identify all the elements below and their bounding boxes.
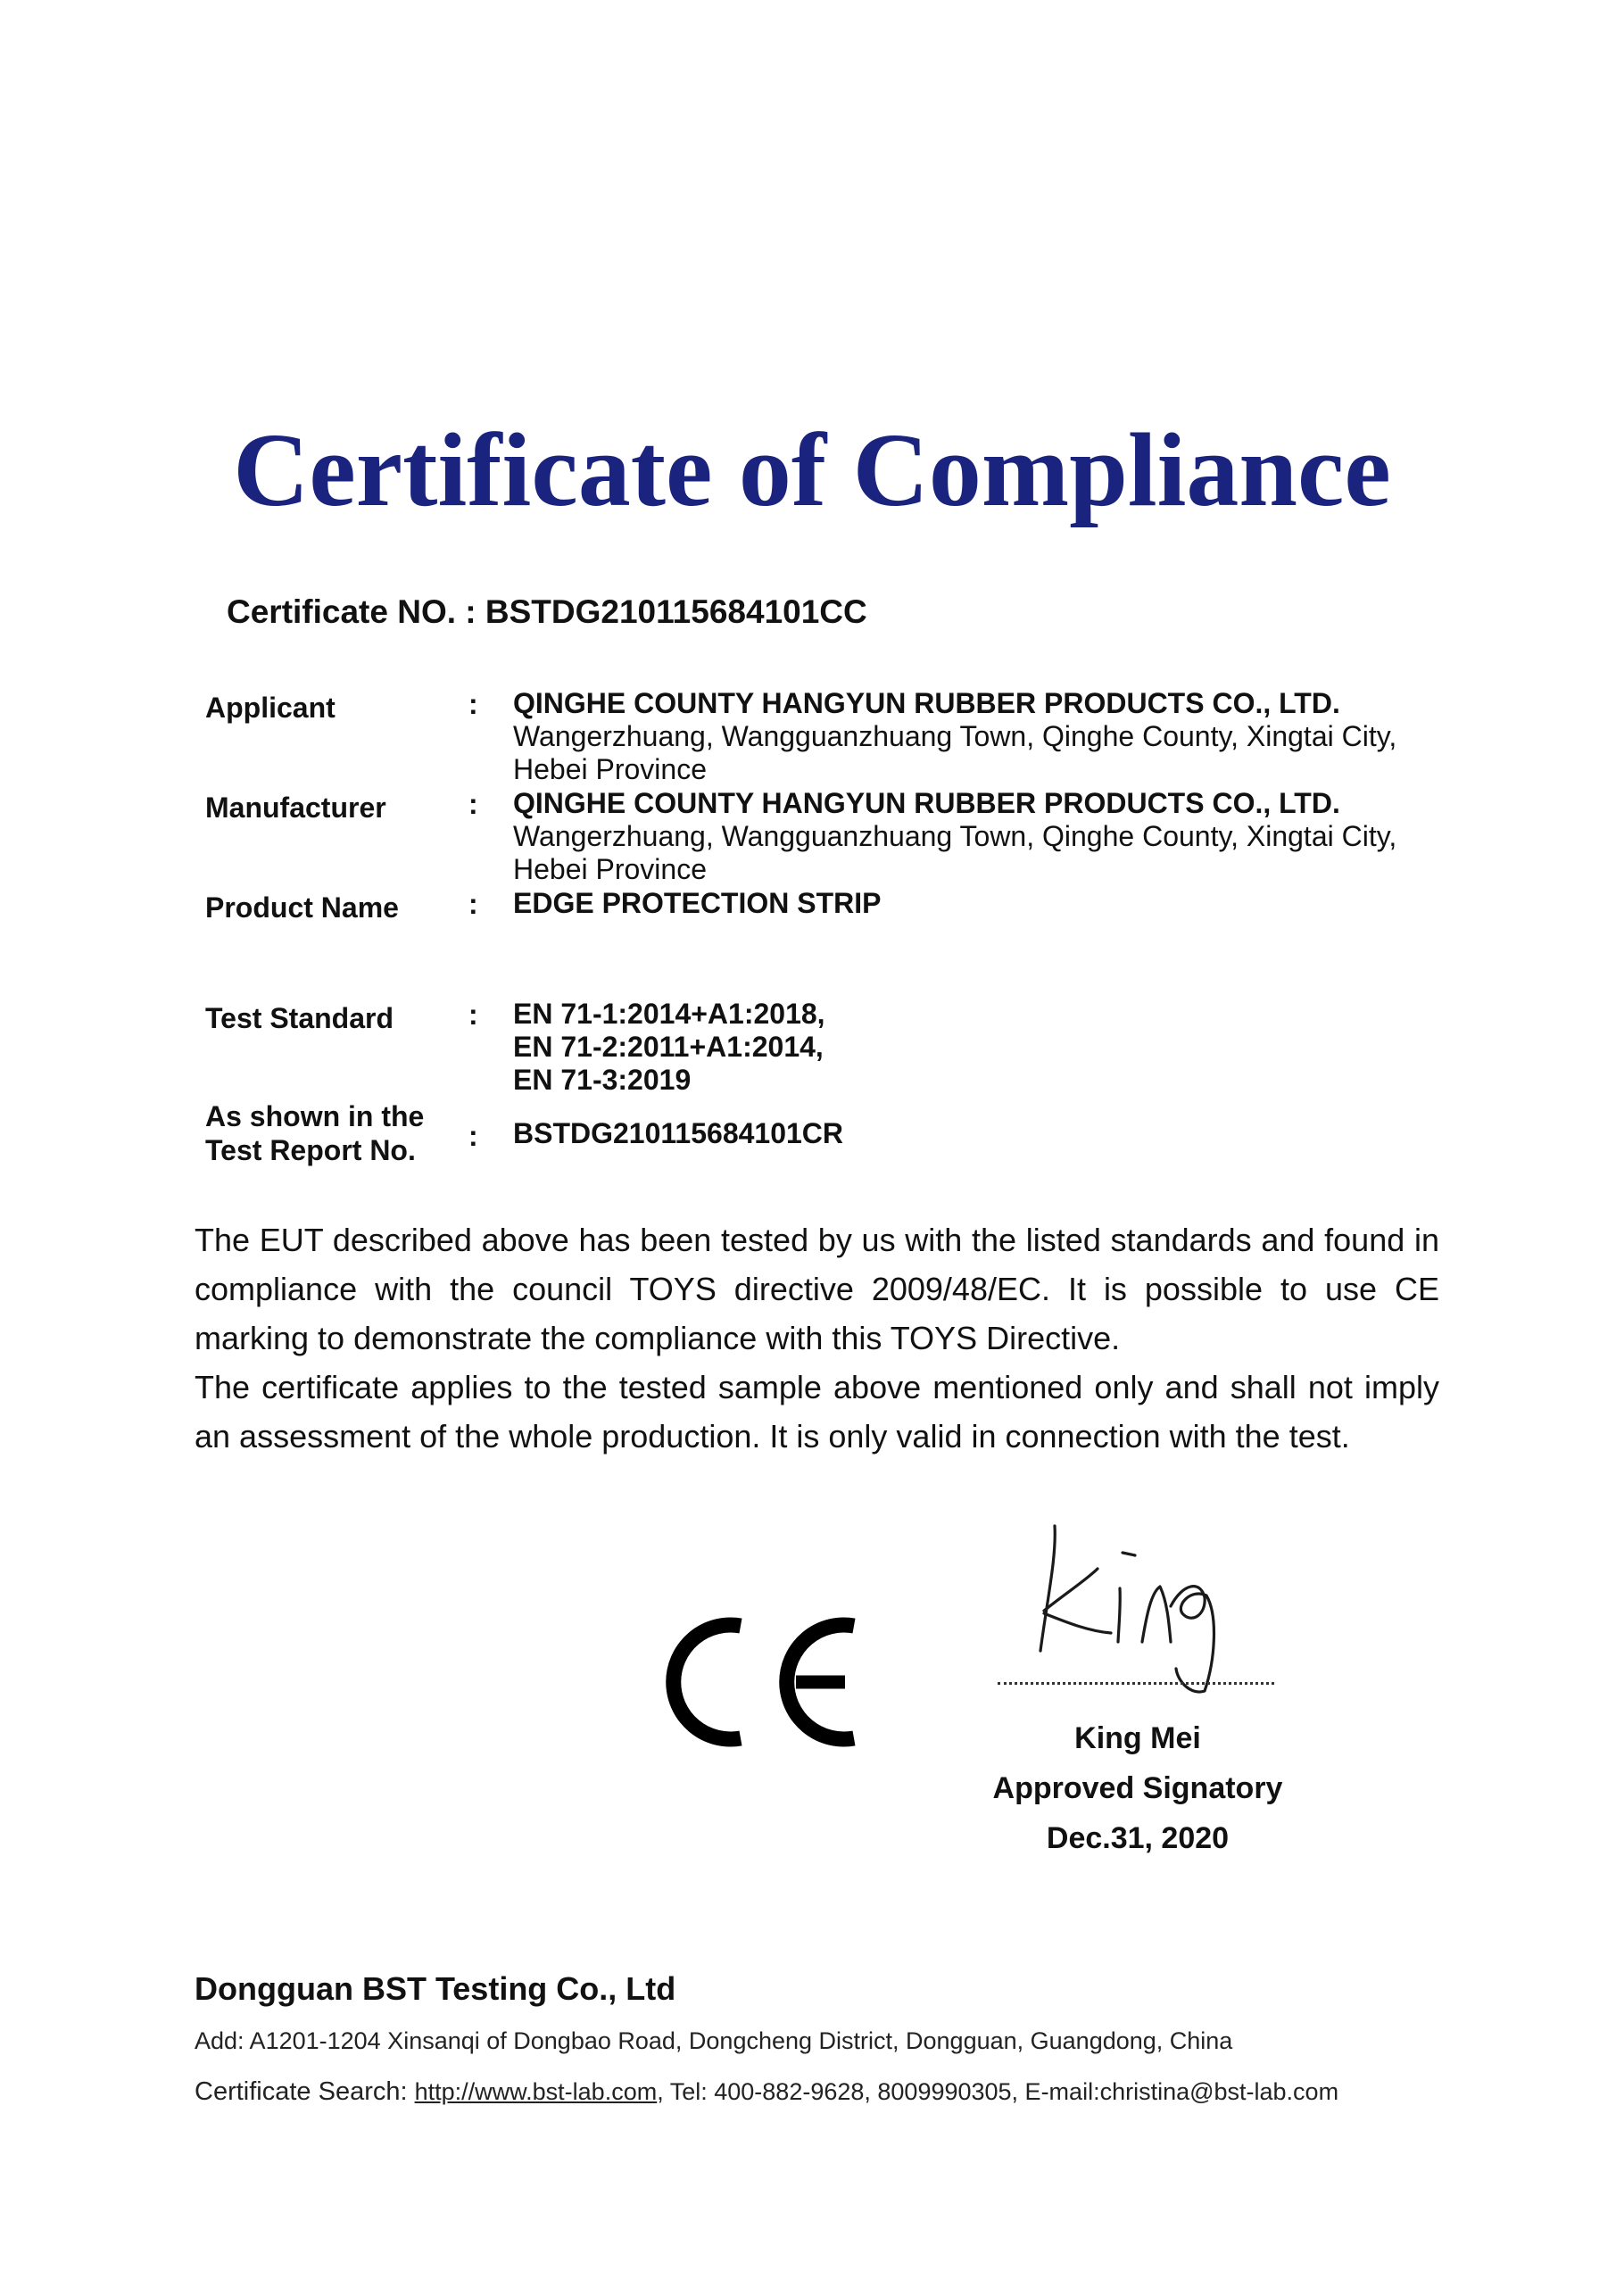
- test-standard-item: EN 71-1:2014+A1:2018,: [513, 998, 825, 1030]
- certificate-number: [227, 593, 867, 631]
- applicant-label: Applicant: [205, 692, 336, 724]
- test-standard-item: EN 71-2:2011+A1:2014,: [513, 1031, 824, 1063]
- manufacturer-colon: :: [468, 788, 478, 820]
- ce-mark-icon: [662, 1606, 867, 1758]
- issuer-address: Add: A1201-1204 Xinsanqi of Dongbao Road, Dongcheng District, Dongguan, Guangdong, China: [195, 2027, 1233, 2054]
- manufacturer-label: Manufacturer: [205, 792, 386, 824]
- certificate-number-label: Certificate NO. :: [227, 593, 485, 630]
- compliance-statement: [195, 1215, 1439, 1461]
- test-report-colon: :: [468, 1120, 478, 1152]
- test-standard-item: EN 71-3:2019: [513, 1064, 692, 1096]
- applicant-address-line2: Hebei Province: [513, 753, 707, 785]
- issuer-company-name: Dongguan BST Testing Co., Ltd: [195, 1970, 676, 2007]
- test-report-label-line1: As shown in the: [205, 1100, 425, 1132]
- test-report-label-line2: Test Report No.: [205, 1134, 416, 1166]
- test-standard-colon: :: [468, 999, 478, 1031]
- test-report-value: [513, 1117, 1450, 1150]
- product-name-text: EDGE PROTECTION STRIP: [513, 887, 882, 919]
- test-standard-value: [513, 998, 1450, 1097]
- signature-date: Dec.31, 2020: [1046, 1821, 1230, 1855]
- signatory-role: Approved Signatory: [992, 1771, 1283, 1805]
- issuer-contact: , Tel: 400-882-9628, 8009990305, E-mail:christina@bst-lab.com: [657, 2078, 1339, 2105]
- applicant-colon: :: [468, 688, 478, 720]
- handwritten-signature: [1017, 1517, 1285, 1704]
- statement-paragraph-2: The certificate applies to the tested sample above mentioned only and shall not imply an assessment of the whole production. It is only valid in connection with the test.: [195, 1369, 1439, 1455]
- certificate-number-value: BSTDG210115684101CC: [485, 593, 867, 630]
- certificate-search-label: Certificate Search:: [195, 2077, 415, 2106]
- certificate-search-link[interactable]: http://www.bst-lab.com: [414, 2078, 658, 2105]
- statement-paragraph-1: The EUT described above has been tested by us with the listed standards and found in compliance with the council TOYS directive 2009/48/EC. It is possible to use CE marking to demonstrate the compliance with this TOYS Directive.: [195, 1222, 1439, 1356]
- applicant-address-line1: Wangerzhuang, Wangguanzhuang Town, Qinghe County, Xingtai City,: [513, 720, 1397, 752]
- product-name-label: Product Name: [205, 891, 399, 924]
- certificate-search-line: [195, 2077, 1338, 2107]
- applicant-value: [513, 687, 1450, 786]
- manufacturer-address-line2: Hebei Province: [513, 853, 707, 885]
- applicant-company: QINGHE COUNTY HANGYUN RUBBER PRODUCTS CO., LTD.: [513, 687, 1340, 719]
- test-report-number: BSTDG210115684101CR: [513, 1117, 844, 1149]
- product-name-value: [513, 887, 1450, 920]
- manufacturer-address-line1: Wangerzhuang, Wangguanzhuang Town, Qinghe County, Xingtai City,: [513, 820, 1397, 852]
- page-title: Certificate of Compliance: [233, 411, 1391, 528]
- product-name-colon: :: [468, 888, 478, 920]
- signature-line: [998, 1682, 1274, 1685]
- manufacturer-value: [513, 787, 1450, 886]
- manufacturer-company: QINGHE COUNTY HANGYUN RUBBER PRODUCTS CO., LTD.: [513, 787, 1340, 819]
- signatory-block: [950, 1713, 1325, 1863]
- test-report-label: [205, 1099, 464, 1167]
- signatory-name: King Mei: [1074, 1721, 1201, 1755]
- test-standard-label: Test Standard: [205, 1002, 394, 1034]
